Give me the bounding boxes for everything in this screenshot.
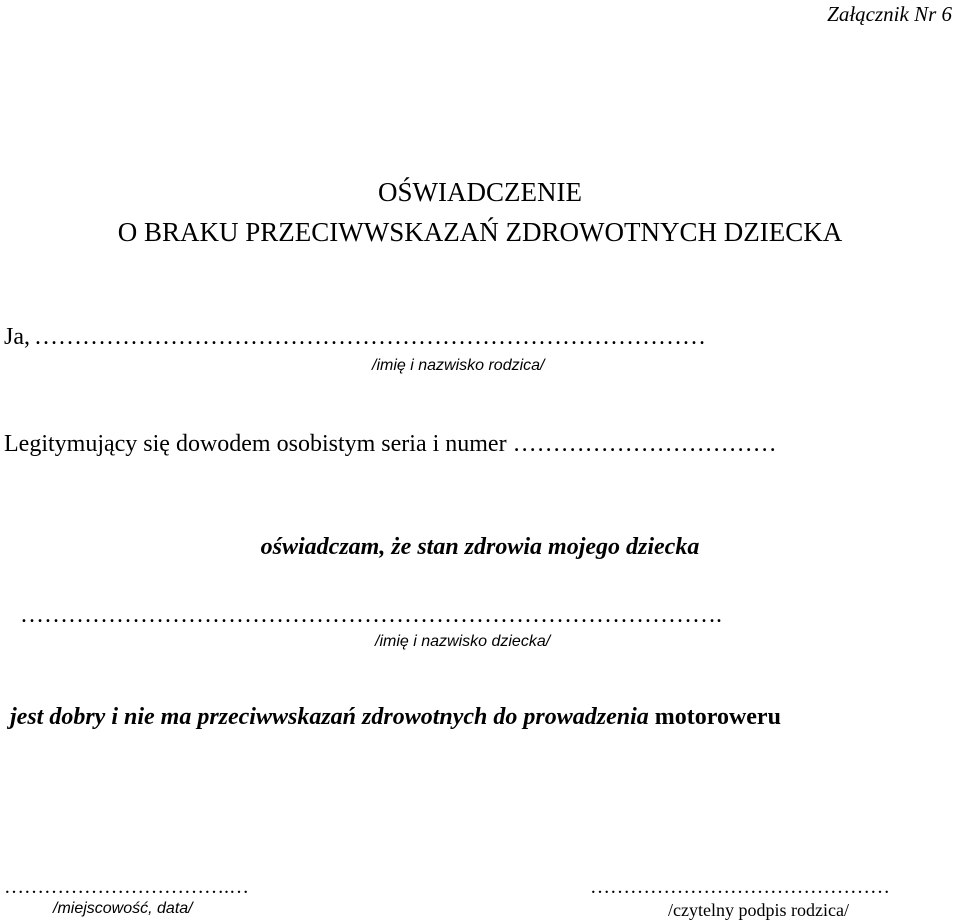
parent-name-line bbox=[4, 324, 706, 351]
health-statement-regular: motoroweru bbox=[648, 704, 781, 730]
child-name-field[interactable]: ……………………………………………………………………………. bbox=[20, 602, 722, 628]
document-subtitle: O BRAKU PRZECIWWSKAZAŃ ZDROWOTNYCH DZIECKA bbox=[117, 217, 843, 247]
parent-prefix: Ja, bbox=[4, 324, 30, 350]
signature-caption: /czytelny podpis rodzica/ bbox=[668, 900, 849, 920]
place-date-caption: /miejscowość, data/ bbox=[53, 900, 193, 917]
document-title: OŚWIADCZENIE bbox=[378, 177, 582, 207]
place-date-field[interactable]: …………………………….… bbox=[4, 876, 249, 898]
child-name-caption: /imię i nazwisko dziecka/ bbox=[375, 633, 551, 650]
signature-field[interactable]: ……………………………………… bbox=[590, 876, 890, 898]
declaration-text: oświadczam, że stan zdrowia mojego dziecka bbox=[260, 534, 700, 560]
id-document-label: Legitymujący się dowodem osobistym seria i numer bbox=[4, 431, 507, 457]
id-document-field[interactable]: …………………………… bbox=[512, 431, 777, 457]
parent-name-caption: /imię i nazwisko rodzica/ bbox=[372, 357, 545, 374]
id-document-line bbox=[4, 431, 777, 458]
annex-number: Załącznik Nr 6 bbox=[827, 2, 952, 26]
health-statement-italic: jest dobry i nie ma przeciwwskazań zdrowotnych do prowadzenia bbox=[10, 704, 649, 730]
parent-name-field[interactable]: ………………………………………………………………………… bbox=[34, 324, 706, 350]
health-statement bbox=[10, 704, 781, 731]
